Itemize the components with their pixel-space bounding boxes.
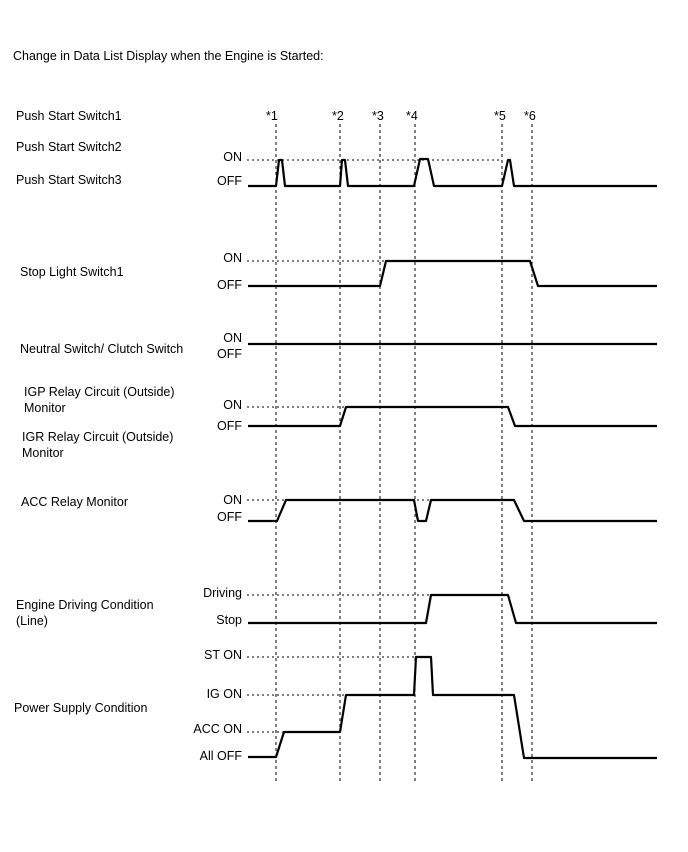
level-label-push-on: ON <box>223 150 242 164</box>
signal-name-power-supply-condition: Power Supply Condition <box>14 701 148 715</box>
signal-name-push-start-switch-1: Push Start Switch1 <box>16 109 122 123</box>
level-label-neutral-on: ON <box>223 331 242 345</box>
level-label-engine-driving: Driving <box>203 586 242 600</box>
level-label-igp-on: ON <box>223 398 242 412</box>
signal-name-engine-driving-line-1: Engine Driving Condition <box>16 598 154 612</box>
level-label-neutral-off: OFF <box>217 347 242 361</box>
engine-driving-waveform <box>248 595 657 623</box>
level-label-stop-light-on: ON <box>223 251 242 265</box>
igp-igr-relay-waveform <box>248 407 657 426</box>
event-marker-4: *4 <box>406 109 418 123</box>
signal-name-igp-relay-line-1: IGP Relay Circuit (Outside) <box>24 385 175 399</box>
level-label-power-all-off: All OFF <box>199 749 242 763</box>
level-label-engine-stop: Stop <box>216 613 242 627</box>
acc-relay-waveform <box>248 500 657 521</box>
push-start-switch-waveform <box>248 159 657 186</box>
stop-light-switch-waveform <box>248 261 657 286</box>
diagram-caption: Change in Data List Display when the Engine is Started: <box>13 49 324 63</box>
level-label-power-ig-on: IG ON <box>206 687 242 701</box>
power-supply-waveform <box>248 657 657 758</box>
signal-name-engine-driving-line-2: (Line) <box>16 614 48 628</box>
event-marker-2: *2 <box>332 109 344 123</box>
signal-name-igr-relay-line-2: Monitor <box>22 446 64 460</box>
level-label-push-off: OFF <box>217 174 242 188</box>
signal-name-push-start-switch-3: Push Start Switch3 <box>16 173 122 187</box>
level-label-acc-off: OFF <box>217 510 242 524</box>
level-label-igp-off: OFF <box>217 419 242 433</box>
signal-name-stop-light-switch: Stop Light Switch1 <box>20 265 124 279</box>
level-label-power-st-on: ST ON <box>204 648 242 662</box>
signal-name-igp-relay-line-2: Monitor <box>24 401 66 415</box>
event-marker-3: *3 <box>372 109 384 123</box>
signal-name-acc-relay-monitor: ACC Relay Monitor <box>21 495 128 509</box>
level-label-acc-on: ON <box>223 493 242 507</box>
event-marker-6: *6 <box>524 109 536 123</box>
signal-name-igr-relay-line-1: IGR Relay Circuit (Outside) <box>22 430 174 444</box>
level-label-power-acc-on: ACC ON <box>193 722 242 736</box>
level-label-stop-light-off: OFF <box>217 278 242 292</box>
event-marker-5: *5 <box>494 109 506 123</box>
event-marker-1: *1 <box>266 109 278 123</box>
signal-name-push-start-switch-2: Push Start Switch2 <box>16 140 122 154</box>
signal-name-neutral-switch: Neutral Switch/ Clutch Switch <box>20 342 184 356</box>
